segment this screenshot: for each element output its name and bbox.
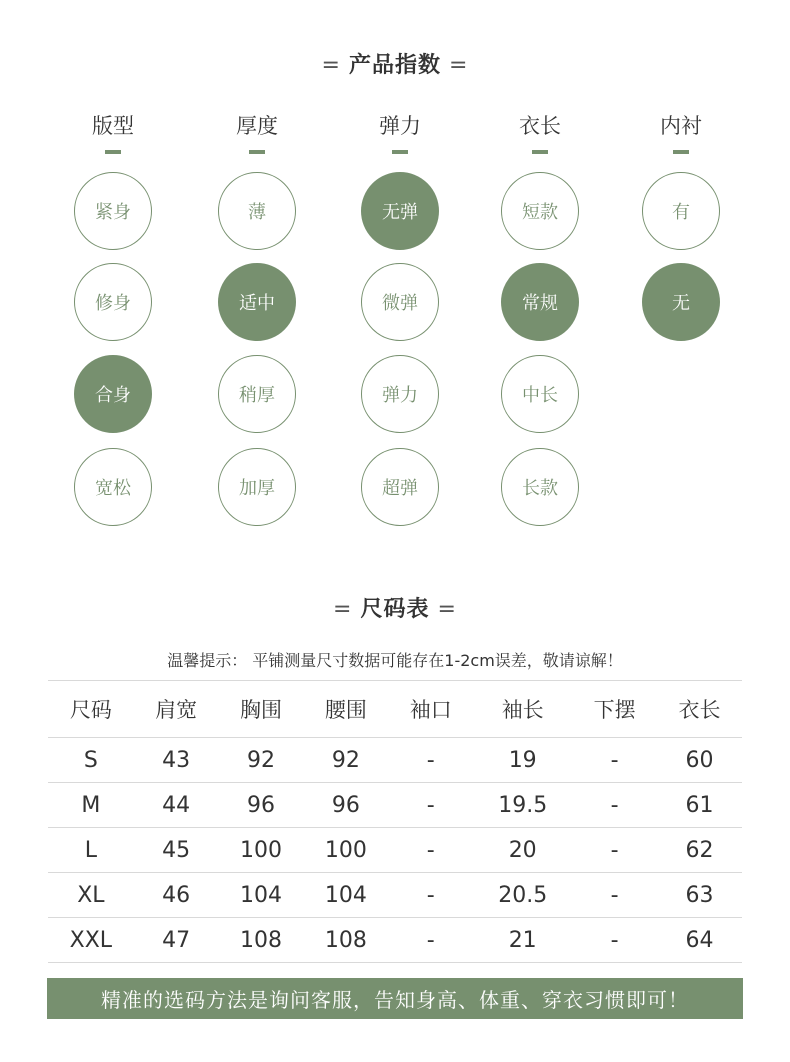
header-underline (392, 150, 408, 154)
index-option: 加厚 (218, 448, 296, 526)
index-option-selected: 无 (642, 263, 720, 341)
table-cell: 96 (303, 783, 388, 828)
index-column-header: 弹力 (379, 114, 421, 138)
table-cell: - (388, 783, 473, 828)
index-option: 弹力 (361, 355, 439, 433)
index-column-header: 版型 (92, 114, 134, 138)
index-option: 紧身 (74, 172, 152, 250)
table-cell: 104 (303, 873, 388, 918)
column-header: 腰围 (303, 681, 388, 738)
column-header: 尺码 (48, 681, 134, 738)
table-cell: 43 (134, 738, 219, 783)
table-row (48, 828, 742, 873)
size-chart-title (0, 592, 790, 623)
table-cell: - (388, 738, 473, 783)
table-cell: - (388, 828, 473, 873)
table-cell: - (388, 873, 473, 918)
column-header: 袖长 (473, 681, 572, 738)
size-chart-title-text: 尺码表 (360, 597, 430, 622)
title-left-mark: = (321, 53, 341, 78)
table-cell: 92 (219, 738, 304, 783)
title-left-mark: = (333, 597, 353, 622)
size-table (48, 680, 742, 963)
index-option: 中长 (501, 355, 579, 433)
table-cell: 45 (134, 828, 219, 873)
table-cell: 46 (134, 873, 219, 918)
index-option: 修身 (74, 263, 152, 341)
index-option-selected: 无弹 (361, 172, 439, 250)
column-header: 胸围 (219, 681, 304, 738)
table-cell: 108 (303, 918, 388, 963)
table-cell: - (572, 828, 657, 873)
table-cell: 92 (303, 738, 388, 783)
table-cell: 60 (657, 738, 742, 783)
table-cell: XL (48, 873, 134, 918)
table-cell: - (572, 918, 657, 963)
product-index-title-text: 产品指数 (348, 53, 441, 78)
column-header: 衣长 (657, 681, 742, 738)
table-cell: S (48, 738, 134, 783)
header-underline (532, 150, 548, 154)
index-column (53, 112, 173, 499)
measurement-tip: 温馨提示： 平铺测量尺寸数据可能存在1-2cm误差，敬请谅解！ (167, 651, 623, 670)
header-underline (249, 150, 265, 154)
table-cell: 100 (303, 828, 388, 873)
index-option: 宽松 (74, 448, 152, 526)
table-cell: 104 (219, 873, 304, 918)
table-cell: 100 (219, 828, 304, 873)
index-option: 微弹 (361, 263, 439, 341)
index-option: 超弹 (361, 448, 439, 526)
title-right-mark: = (437, 597, 457, 622)
column-header: 袖口 (388, 681, 473, 738)
index-option: 有 (642, 172, 720, 250)
index-option-selected: 合身 (74, 355, 152, 433)
table-cell: 96 (219, 783, 304, 828)
column-header: 下摆 (572, 681, 657, 738)
table-cell: 64 (657, 918, 742, 963)
table-row (48, 738, 742, 783)
index-option: 长款 (501, 448, 579, 526)
table-cell: M (48, 783, 134, 828)
index-column (197, 112, 317, 499)
title-right-mark: = (449, 53, 469, 78)
product-index-title (0, 48, 790, 79)
index-option-selected: 常规 (501, 263, 579, 341)
table-cell: - (572, 738, 657, 783)
table-cell: 62 (657, 828, 742, 873)
index-column (621, 112, 741, 314)
index-option: 稍厚 (218, 355, 296, 433)
table-cell: 47 (134, 918, 219, 963)
header-underline (105, 150, 121, 154)
index-column (340, 112, 460, 499)
table-cell: - (572, 873, 657, 918)
index-option: 短款 (501, 172, 579, 250)
index-option: 薄 (218, 172, 296, 250)
index-column-header: 内衬 (660, 114, 702, 138)
table-cell: 20.5 (473, 873, 572, 918)
table-cell: 61 (657, 783, 742, 828)
size-advice-banner: 精准的选码方法是询问客服，告知身高、体重、穿衣习惯即可！ (47, 978, 743, 1019)
table-cell: 20 (473, 828, 572, 873)
table-cell: 44 (134, 783, 219, 828)
index-column-header: 衣长 (519, 114, 561, 138)
table-cell: 108 (219, 918, 304, 963)
column-header: 肩宽 (134, 681, 219, 738)
table-row (48, 783, 742, 828)
table-cell: - (388, 918, 473, 963)
table-row (48, 918, 742, 963)
table-cell: 19 (473, 738, 572, 783)
index-column-header: 厚度 (236, 114, 278, 138)
table-cell: XXL (48, 918, 134, 963)
index-option-selected: 适中 (218, 263, 296, 341)
table-row (48, 873, 742, 918)
table-cell: 63 (657, 873, 742, 918)
table-cell: 19.5 (473, 783, 572, 828)
size-table-header (48, 681, 742, 738)
index-column (480, 112, 600, 499)
table-cell: - (572, 783, 657, 828)
table-cell: L (48, 828, 134, 873)
table-cell: 21 (473, 918, 572, 963)
header-underline (673, 150, 689, 154)
